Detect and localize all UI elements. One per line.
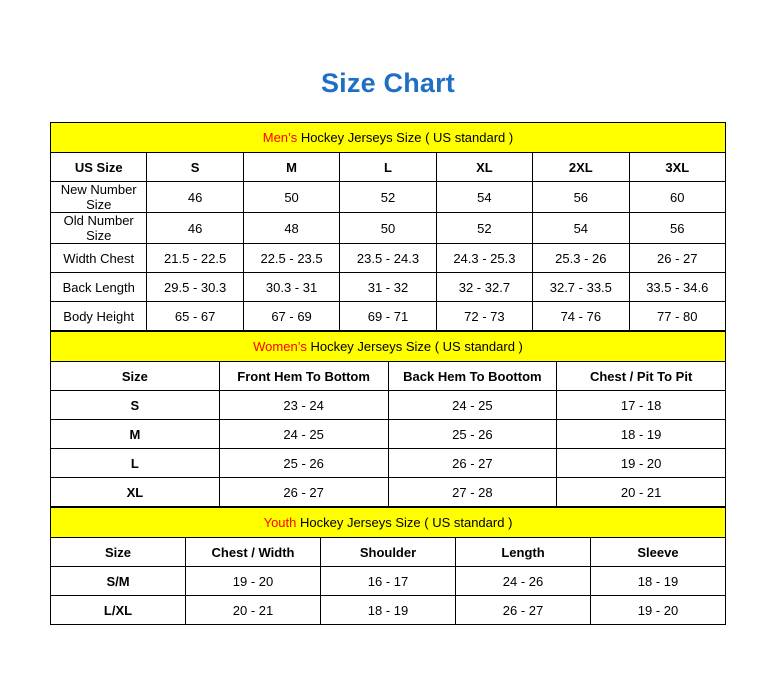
table-cell: 25.3 - 26 (533, 244, 629, 273)
womens-row-label-s: S (51, 391, 220, 420)
youth-col-1: Chest / Width (186, 538, 321, 567)
table-cell: 26 - 27 (219, 478, 388, 507)
table-row (51, 449, 726, 478)
table-cell: 18 - 19 (557, 420, 726, 449)
table-cell: 24 - 25 (388, 391, 557, 420)
table-cell: 21.5 - 22.5 (147, 244, 243, 273)
mens-col-1: S (147, 153, 243, 182)
womens-section-header-row (51, 332, 726, 362)
womens-col-3: Chest / Pit To Pit (557, 362, 726, 391)
table-cell: 19 - 20 (186, 567, 321, 596)
table-cell: 60 (629, 182, 725, 213)
mens-col-5: 2XL (533, 153, 629, 182)
table-row (51, 182, 726, 213)
mens-section-header (51, 123, 726, 153)
mens-header-rest: Hockey Jerseys Size ( US standard ) (297, 130, 514, 145)
mens-col-2: M (243, 153, 339, 182)
table-cell: 56 (629, 213, 725, 244)
table-cell: 19 - 20 (591, 596, 726, 625)
table-cell: 25 - 26 (219, 449, 388, 478)
table-row (51, 302, 726, 331)
mens-section-header-row (51, 123, 726, 153)
table-cell: 24 - 26 (456, 567, 591, 596)
table-cell: 26 - 27 (629, 244, 725, 273)
table-cell: 17 - 18 (557, 391, 726, 420)
table-cell: 52 (436, 213, 532, 244)
mens-row-label-back-length: Back Length (51, 273, 147, 302)
table-cell: 56 (533, 182, 629, 213)
table-row (51, 391, 726, 420)
table-cell: 24 - 25 (219, 420, 388, 449)
mens-header-accent: Men’s (262, 130, 298, 145)
table-cell: 50 (340, 213, 436, 244)
mens-row-label-body-height: Body Height (51, 302, 147, 331)
youth-section-header (51, 508, 726, 538)
mens-col-0: US Size (51, 153, 147, 182)
mens-row-label-old-number-size: Old Number Size (51, 213, 147, 244)
table-cell: 32 - 32.7 (436, 273, 532, 302)
youth-header-rest: Hockey Jerseys Size ( US standard ) (296, 515, 513, 530)
youth-col-3: Length (456, 538, 591, 567)
womens-row-label-m: M (51, 420, 220, 449)
table-cell: 26 - 27 (388, 449, 557, 478)
mens-row-label-width-chest: Width Chest (51, 244, 147, 273)
table-cell: 50 (243, 182, 339, 213)
table-cell: 54 (436, 182, 532, 213)
table-cell: 23.5 - 24.3 (340, 244, 436, 273)
womens-row-label-l: L (51, 449, 220, 478)
table-row (51, 420, 726, 449)
table-cell: 16 - 17 (321, 567, 456, 596)
table-cell: 69 - 71 (340, 302, 436, 331)
table-row (51, 362, 726, 391)
table-cell: 25 - 26 (388, 420, 557, 449)
mens-col-4: XL (436, 153, 532, 182)
womens-header-rest: Hockey Jerseys Size ( US standard ) (306, 339, 523, 354)
size-chart-tables (50, 99, 726, 625)
table-cell: 31 - 32 (340, 273, 436, 302)
youth-col-4: Sleeve (591, 538, 726, 567)
table-cell: 48 (243, 213, 339, 244)
page-title: Size Chart (320, 68, 456, 98)
table-cell: 32.7 - 33.5 (533, 273, 629, 302)
table-cell: 20 - 21 (557, 478, 726, 507)
table-row (51, 213, 726, 244)
youth-row-label-sm: S/M (51, 567, 186, 596)
table-cell: 74 - 76 (533, 302, 629, 331)
table-cell: 65 - 67 (147, 302, 243, 331)
table-cell: 72 - 73 (436, 302, 532, 331)
table-row (51, 567, 726, 596)
table-cell: 29.5 - 30.3 (147, 273, 243, 302)
womens-col-0: Size (51, 362, 220, 391)
youth-col-0: Size (51, 538, 186, 567)
table-cell: 46 (147, 213, 243, 244)
womens-col-2: Back Hem To Boottom (388, 362, 557, 391)
table-row (51, 153, 726, 182)
womens-row-label-xl: XL (51, 478, 220, 507)
table-cell: 18 - 19 (591, 567, 726, 596)
table-cell: 23 - 24 (219, 391, 388, 420)
womens-col-1: Front Hem To Bottom (219, 362, 388, 391)
mens-row-label-new-number-size: New Number Size (51, 182, 147, 213)
table-cell: 67 - 69 (243, 302, 339, 331)
youth-header-accent: Youth (263, 515, 297, 530)
table-cell: 54 (533, 213, 629, 244)
youth-size-table (50, 507, 726, 625)
youth-col-2: Shoulder (321, 538, 456, 567)
table-row (51, 596, 726, 625)
youth-row-label-lxl: L/XL (51, 596, 186, 625)
table-cell: 30.3 - 31 (243, 273, 339, 302)
table-row (51, 244, 726, 273)
table-cell: 27 - 28 (388, 478, 557, 507)
table-row (51, 273, 726, 302)
table-cell: 20 - 21 (186, 596, 321, 625)
table-cell: 26 - 27 (456, 596, 591, 625)
table-cell: 77 - 80 (629, 302, 725, 331)
table-cell: 24.3 - 25.3 (436, 244, 532, 273)
womens-size-table (50, 331, 726, 507)
mens-col-3: L (340, 153, 436, 182)
table-cell: 33.5 - 34.6 (629, 273, 725, 302)
womens-section-header (51, 332, 726, 362)
womens-header-accent: Women’s (253, 339, 307, 354)
table-cell: 52 (340, 182, 436, 213)
table-cell: 18 - 19 (321, 596, 456, 625)
table-cell: 19 - 20 (557, 449, 726, 478)
table-cell: 46 (147, 182, 243, 213)
mens-col-6: 3XL (629, 153, 725, 182)
mens-size-table (50, 122, 726, 331)
table-row (51, 538, 726, 567)
table-row (51, 478, 726, 507)
youth-section-header-row (51, 508, 726, 538)
table-cell: 22.5 - 23.5 (243, 244, 339, 273)
